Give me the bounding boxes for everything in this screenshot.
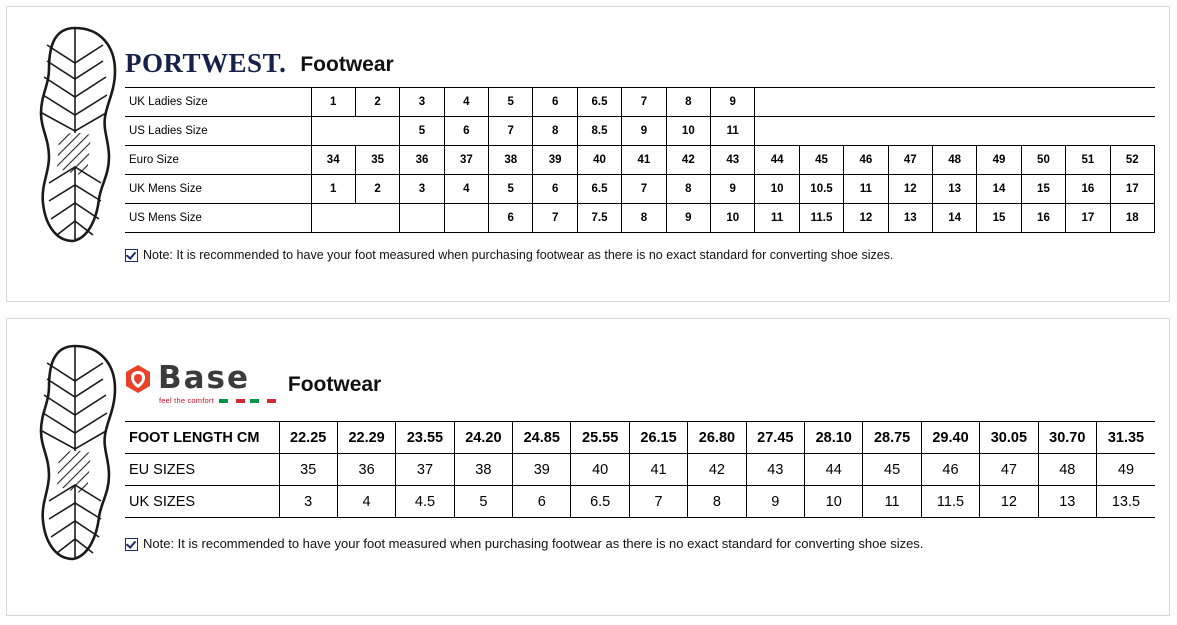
table-cell: 6 xyxy=(489,204,533,233)
table-cell: 2 xyxy=(355,175,399,204)
table-cell xyxy=(444,204,488,233)
shoe-sole-icon xyxy=(29,25,121,245)
column-header: 27.45 xyxy=(746,422,804,454)
table-cell: 39 xyxy=(513,454,571,486)
table-cell xyxy=(932,117,976,146)
portwest-logo-text: PORTWEST xyxy=(125,48,280,78)
portwest-size-table xyxy=(125,87,1155,233)
table-cell: 1 xyxy=(311,175,355,204)
table-cell: 7 xyxy=(533,204,577,233)
table-cell: 5 xyxy=(454,486,512,518)
table-cell: 50 xyxy=(1021,146,1065,175)
table-cell xyxy=(755,117,799,146)
table-cell: 17 xyxy=(1110,175,1154,204)
row-label: EU SIZES xyxy=(125,454,279,486)
table-cell: 16 xyxy=(1066,175,1110,204)
italy-flag-icon xyxy=(219,399,245,403)
table-cell: 10.5 xyxy=(799,175,843,204)
table-cell: 13 xyxy=(888,204,932,233)
table-cell: 11 xyxy=(711,117,755,146)
table-header-row xyxy=(125,422,1155,454)
table-cell: 42 xyxy=(688,454,746,486)
table-cell: 14 xyxy=(977,175,1021,204)
table-cell xyxy=(799,88,843,117)
table-cell: 10 xyxy=(666,117,710,146)
table-cell: 11 xyxy=(755,204,799,233)
table-cell xyxy=(311,204,355,233)
table-row xyxy=(125,175,1155,204)
table-cell: 36 xyxy=(337,454,395,486)
table-cell: 4.5 xyxy=(396,486,454,518)
table-cell: 47 xyxy=(980,454,1038,486)
column-header: 30.05 xyxy=(980,422,1038,454)
table-cell: 37 xyxy=(396,454,454,486)
table-cell xyxy=(1021,88,1065,117)
table-cell: 48 xyxy=(932,146,976,175)
table-cell: 35 xyxy=(279,454,337,486)
column-header: FOOT LENGTH CM xyxy=(125,422,279,454)
table-row xyxy=(125,88,1155,117)
base-logo xyxy=(125,360,276,405)
table-cell: 45 xyxy=(863,454,921,486)
table-cell: 49 xyxy=(1096,454,1155,486)
table-cell xyxy=(977,117,1021,146)
table-cell xyxy=(1110,117,1154,146)
table-cell: 7.5 xyxy=(577,204,621,233)
column-header: 26.15 xyxy=(629,422,687,454)
table-cell: 7 xyxy=(629,486,687,518)
table-cell: 4 xyxy=(337,486,395,518)
column-header: 26.80 xyxy=(688,422,746,454)
table-cell: 10 xyxy=(755,175,799,204)
base-tagline-text: feel the comfort xyxy=(159,396,214,405)
column-header: 28.75 xyxy=(863,422,921,454)
table-cell xyxy=(932,88,976,117)
table-cell: 8.5 xyxy=(577,117,621,146)
table-cell: 11 xyxy=(844,175,888,204)
table-cell xyxy=(355,117,399,146)
table-cell: 6.5 xyxy=(571,486,629,518)
table-cell: 7 xyxy=(622,88,666,117)
column-header: 22.29 xyxy=(337,422,395,454)
table-cell: 40 xyxy=(571,454,629,486)
table-cell: 10 xyxy=(711,204,755,233)
table-cell: 38 xyxy=(454,454,512,486)
column-header: 29.40 xyxy=(921,422,979,454)
base-brand-row xyxy=(125,353,1155,405)
table-cell: 49 xyxy=(977,146,1021,175)
table-cell: 48 xyxy=(1038,454,1096,486)
table-cell: 40 xyxy=(577,146,621,175)
base-hexagon-icon xyxy=(125,365,151,393)
table-cell xyxy=(844,117,888,146)
table-cell: 43 xyxy=(711,146,755,175)
table-cell: 16 xyxy=(1021,204,1065,233)
column-header: 22.25 xyxy=(279,422,337,454)
table-cell xyxy=(888,88,932,117)
portwest-size-chart-panel xyxy=(6,6,1170,302)
table-cell: 46 xyxy=(921,454,979,486)
base-tagline xyxy=(159,396,276,405)
table-cell: 8 xyxy=(533,117,577,146)
table-cell xyxy=(355,204,399,233)
italy-flag-icon-2 xyxy=(250,399,276,403)
portwest-subtitle: Footwear xyxy=(300,53,394,76)
portwest-note xyxy=(125,247,1155,263)
table-cell: 6.5 xyxy=(577,175,621,204)
check-box-icon xyxy=(125,538,138,551)
base-size-chart-panel xyxy=(6,318,1170,616)
note-text: Note: It is recommended to have your foot measured when purchasing footwear as there is no exact standard for converting shoe sizes. xyxy=(143,536,924,551)
table-cell: 43 xyxy=(746,454,804,486)
table-cell: 17 xyxy=(1066,204,1110,233)
table-cell: 9 xyxy=(711,175,755,204)
table-cell: 8 xyxy=(622,204,666,233)
base-logo-top xyxy=(125,360,251,396)
base-size-table xyxy=(125,421,1155,518)
table-cell: 37 xyxy=(444,146,488,175)
table-cell: 11.5 xyxy=(799,204,843,233)
table-cell: 6 xyxy=(513,486,571,518)
table-cell: 12 xyxy=(980,486,1038,518)
table-cell: 12 xyxy=(888,175,932,204)
table-cell: 4 xyxy=(444,175,488,204)
table-cell xyxy=(799,117,843,146)
table-cell: 11 xyxy=(863,486,921,518)
table-cell: 5 xyxy=(489,175,533,204)
table-cell: 14 xyxy=(932,204,976,233)
table-row xyxy=(125,454,1155,486)
table-cell: 6 xyxy=(533,88,577,117)
base-content xyxy=(125,353,1155,553)
table-cell xyxy=(1110,88,1154,117)
table-cell: 7 xyxy=(622,175,666,204)
table-cell: 47 xyxy=(888,146,932,175)
table-cell: 15 xyxy=(977,204,1021,233)
table-cell xyxy=(1066,117,1110,146)
column-header: 28.10 xyxy=(805,422,863,454)
row-label: UK Ladies Size xyxy=(125,88,311,117)
table-cell: 18 xyxy=(1110,204,1154,233)
column-header: 30.70 xyxy=(1038,422,1096,454)
check-box-icon xyxy=(125,249,138,262)
table-row xyxy=(125,146,1155,175)
table-cell: 44 xyxy=(755,146,799,175)
base-logo-text: Base xyxy=(158,360,251,396)
table-row xyxy=(125,204,1155,233)
table-cell: 6 xyxy=(444,117,488,146)
table-cell: 9 xyxy=(666,204,710,233)
table-cell: 6 xyxy=(533,175,577,204)
table-cell: 3 xyxy=(400,175,444,204)
table-cell xyxy=(755,88,799,117)
table-cell: 13 xyxy=(1038,486,1096,518)
table-cell: 1 xyxy=(311,88,355,117)
table-cell: 8 xyxy=(666,88,710,117)
table-cell: 46 xyxy=(844,146,888,175)
table-cell: 41 xyxy=(629,454,687,486)
base-subtitle: Footwear xyxy=(287,373,382,396)
table-cell xyxy=(1066,88,1110,117)
table-cell: 51 xyxy=(1066,146,1110,175)
table-cell xyxy=(1021,117,1065,146)
table-cell: 4 xyxy=(444,88,488,117)
table-row xyxy=(125,117,1155,146)
column-header: 23.55 xyxy=(396,422,454,454)
base-note xyxy=(125,536,1155,553)
column-header: 24.20 xyxy=(454,422,512,454)
table-cell xyxy=(977,88,1021,117)
table-cell: 8 xyxy=(688,486,746,518)
table-cell: 5 xyxy=(400,117,444,146)
table-cell xyxy=(311,117,355,146)
table-cell: 15 xyxy=(1021,175,1065,204)
table-cell: 13.5 xyxy=(1096,486,1155,518)
table-cell: 42 xyxy=(666,146,710,175)
table-cell: 34 xyxy=(311,146,355,175)
portwest-brand-row xyxy=(125,33,1155,77)
table-cell: 39 xyxy=(533,146,577,175)
table-cell: 9 xyxy=(622,117,666,146)
table-cell xyxy=(844,88,888,117)
table-cell: 9 xyxy=(746,486,804,518)
table-cell: 12 xyxy=(844,204,888,233)
row-label: UK Mens Size xyxy=(125,175,311,204)
table-cell: 38 xyxy=(489,146,533,175)
table-cell: 2 xyxy=(355,88,399,117)
table-cell xyxy=(400,204,444,233)
column-header: 24.85 xyxy=(513,422,571,454)
table-cell: 7 xyxy=(489,117,533,146)
table-cell: 45 xyxy=(799,146,843,175)
shoe-sole-icon xyxy=(29,343,121,563)
table-row xyxy=(125,486,1155,518)
portwest-logo-dot: . xyxy=(279,48,287,78)
note-text: Note: It is recommended to have your foot measured when purchasing footwear as there is no exact standard for converting shoe sizes. xyxy=(143,248,894,262)
portwest-content xyxy=(125,33,1155,263)
table-cell: 13 xyxy=(932,175,976,204)
table-cell: 35 xyxy=(355,146,399,175)
row-label: Euro Size xyxy=(125,146,311,175)
table-cell: 41 xyxy=(622,146,666,175)
row-label: US Mens Size xyxy=(125,204,311,233)
table-cell: 3 xyxy=(400,88,444,117)
table-cell: 44 xyxy=(805,454,863,486)
table-cell: 10 xyxy=(805,486,863,518)
table-cell: 52 xyxy=(1110,146,1154,175)
portwest-logo xyxy=(125,50,286,77)
table-cell: 36 xyxy=(400,146,444,175)
table-cell xyxy=(888,117,932,146)
column-header: 31.35 xyxy=(1096,422,1155,454)
table-cell: 9 xyxy=(711,88,755,117)
column-header: 25.55 xyxy=(571,422,629,454)
table-cell: 11.5 xyxy=(921,486,979,518)
table-cell: 5 xyxy=(489,88,533,117)
table-cell: 3 xyxy=(279,486,337,518)
row-label: US Ladies Size xyxy=(125,117,311,146)
table-cell: 8 xyxy=(666,175,710,204)
row-label: UK SIZES xyxy=(125,486,279,518)
table-cell: 6.5 xyxy=(577,88,621,117)
